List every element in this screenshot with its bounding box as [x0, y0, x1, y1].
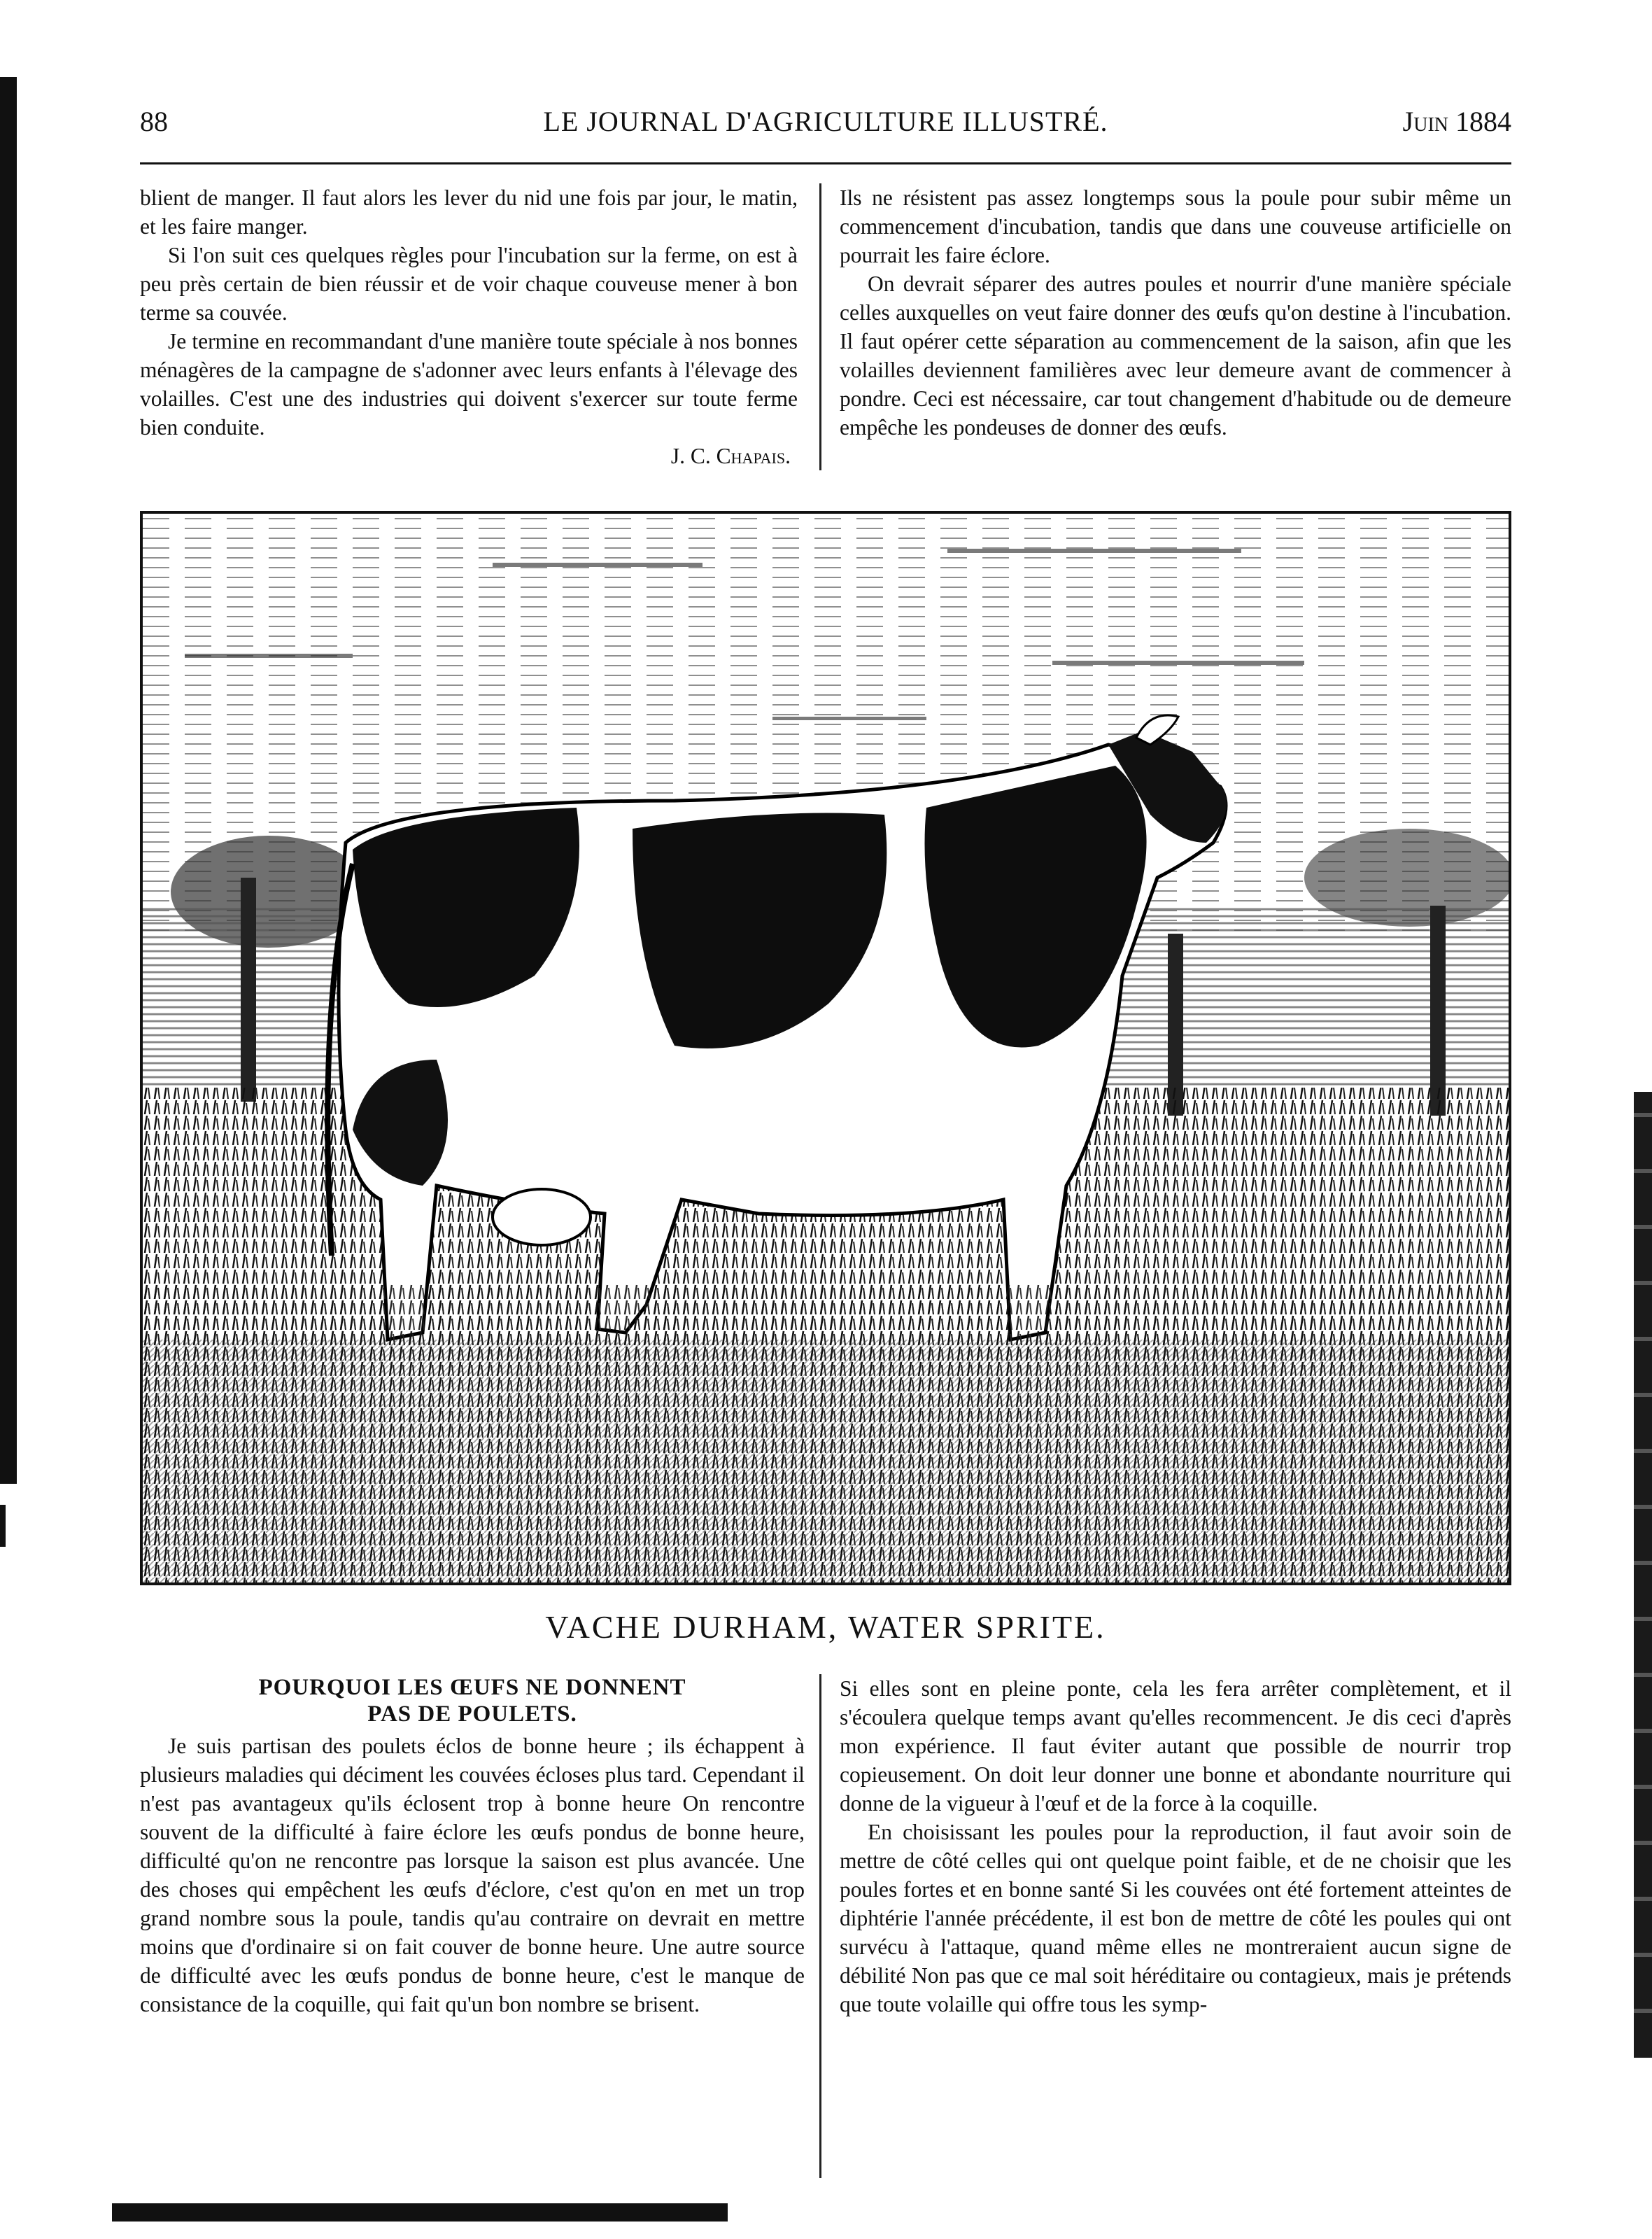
article-title	[140, 1674, 805, 1727]
scan-edge-left	[0, 77, 17, 1484]
cow-engraving	[140, 511, 1511, 1585]
paragraph: En choisissant les poules pour la reproduction, il faut avoir soin de mettre de côté celles qui ont quelque point faible, et de ne choisir que les poules fortes et en bonne santé Si les couvées ont été fortement atteintes de diphtérie l'année précédente, il est bon de mettre de côté les poules qui ont survécu à l'attaque, quand même elles ne montreraient aucun signe de débilité Non pas que ce mal soit héréditaire ou contagieux, mais je prétends que toute volaille qui offre tous les symp-	[840, 1820, 1511, 2016]
author-signature: J. C. Chapais.	[670, 444, 791, 468]
page-header	[140, 105, 1511, 147]
article-title-line-1: POURQUOI LES ŒUFS NE DONNENT	[258, 1675, 686, 1700]
scan-edge-right	[1634, 1092, 1652, 2058]
paragraph: blient de manger. Il faut alors les lever du nid une fois par jour, le matin, et les faire manger.	[140, 185, 798, 239]
scan-edge-left-mark	[0, 1505, 6, 1547]
article-right-column	[840, 1674, 1511, 2019]
illustration-caption: VACHE DURHAM, WATER SPRITE.	[545, 1609, 1106, 1645]
paragraph: Ils ne résistent pas assez longtemps sous la poule pour subir même un commencement d'incubation, tandis que dans une couveuse artificielle on pourrait les faire éclore.	[840, 185, 1511, 267]
issue-date: Juin 1884	[1402, 106, 1511, 137]
paragraph: Si l'on suit ces quelques règles pour l'incubation sur la ferme, on est à peu près certain de bien réussir et de voir chaque couveuse mener à bon terme sa couvée.	[140, 243, 798, 325]
paragraph: Je suis partisan des poulets éclos de bonne heure ; ils échappent à plusieurs maladies qui déciment les couvées écloses plus tard. Cependant il n'est pas avantageux qu'ils éclosent trop à bonne heure On rencontre souvent de la difficulté à faire éclore les œufs pondus de bonne heure, difficulté qu'on ne rencontre pas lorsque la saison est plus avancée. Une des choses qui empêchent les œufs d'éclore, c'est qu'on en met un trop grand nombre sous la poule, tandis qu'au contraire on devrait en mettre moins que d'ordinaire si on fait couver de bonne heure. Une autre source de difficulté avec les œufs pondus de bonne heure, c'est le manque de consistance de la coquille, qui fait qu'un bon nombre se brisent.	[140, 1734, 805, 2016]
cow-illustration	[143, 514, 1509, 1582]
column-separator	[819, 1674, 821, 2178]
article-title-line-2: PAS DE POULETS.	[367, 1701, 577, 1727]
article-left-column	[140, 1674, 805, 2019]
column-separator	[819, 183, 821, 470]
page-number: 88	[140, 106, 168, 137]
top-right-column	[840, 183, 1511, 442]
paragraph: On devrait séparer des autres poules et nourrir d'une manière spéciale celles auxquelles on veut faire donner des œufs qu'on destine à l'incubation. Il faut opérer cette séparation au commencement de la saison, afin que les volailles deviennent familières avec leur demeure avant de commencer à pondre. Ceci est nécessaire, car tout changement d'habitude ou de demeure empêche les pondeuses de donner des œufs.	[840, 272, 1511, 440]
top-left-column	[140, 183, 798, 470]
paragraph: Si elles sont en pleine ponte, cela les fera arrêter complètement, et il s'écoulera quelque temps avant qu'elles recommencent. Je dis ceci d'après mon expérience. Il faut éviter autant que possible de nourrir trop copieusement. On doit leur donner une bonne et abondante nourriture qui donne de la vigueur à l'œuf et de la force à la coquille.	[840, 1676, 1511, 1816]
paragraph: Je termine en recommandant d'une manière toute spéciale à nos bonnes ménagères de la campagne de s'adonner avec leurs enfants à l'élevage des volailles. C'est une des industries qui doivent s'exercer sur toute ferme bien conduite.	[140, 329, 798, 440]
journal-title: LE JOURNAL D'AGRICULTURE ILLUSTRÉ.	[543, 106, 1108, 137]
header-rule	[140, 162, 1511, 164]
scan-bottom-bar	[112, 2203, 728, 2222]
